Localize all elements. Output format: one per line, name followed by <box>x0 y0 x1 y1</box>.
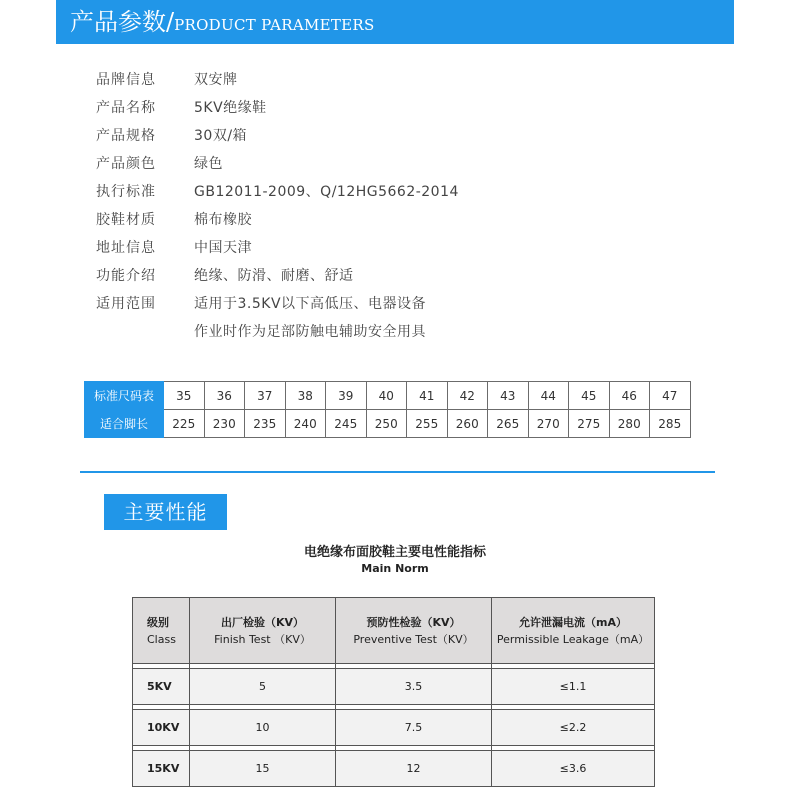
size-chart-table <box>84 381 691 438</box>
length-cell: 260 <box>447 410 488 438</box>
size-cell: 37 <box>245 382 286 410</box>
size-cell: 43 <box>488 382 529 410</box>
param-value: 5KV绝缘鞋 <box>194 100 267 116</box>
param-row <box>96 318 459 346</box>
param-label: 胶鞋材质 <box>96 212 156 228</box>
cell-finish: 15 <box>190 751 336 787</box>
size-cell: 36 <box>204 382 245 410</box>
size-row-header: 标准尺码表 <box>85 382 164 410</box>
param-value: 双安牌 <box>194 72 238 88</box>
param-value: 30双/箱 <box>194 128 248 144</box>
param-label: 产品规格 <box>96 128 156 144</box>
length-cell: 275 <box>569 410 610 438</box>
param-value: 中国天津 <box>194 240 252 256</box>
header-finish-test <box>190 598 336 664</box>
cell-preventive: 3.5 <box>336 669 492 705</box>
spec-row <box>133 710 655 746</box>
param-label: 适用范围 <box>96 296 156 312</box>
header-finish-cn: 出厂检验（KV） <box>220 615 305 629</box>
cell-leakage: ≤1.1 <box>492 669 655 705</box>
size-cell: 44 <box>528 382 569 410</box>
spec-row <box>133 669 655 705</box>
param-row <box>96 150 459 178</box>
size-cell: 39 <box>326 382 367 410</box>
header-finish-en: Finish Test （KV） <box>214 632 311 646</box>
length-cell: 245 <box>326 410 367 438</box>
param-label: 产品名称 <box>96 100 156 116</box>
param-value: GB12011-2009、Q/12HG5662-2014 <box>194 184 459 200</box>
spec-row <box>133 751 655 787</box>
header-preventive-en: Preventive Test（KV） <box>353 632 474 646</box>
parameter-list <box>96 66 459 346</box>
banner-title-cn: 产品参数/ <box>70 8 175 36</box>
length-cell: 240 <box>285 410 326 438</box>
length-cell: 255 <box>407 410 448 438</box>
spec-header-row <box>133 598 655 664</box>
cell-class: 5KV <box>133 669 190 705</box>
size-cell: 41 <box>407 382 448 410</box>
header-leakage-cn: 允许泄漏电流（mA） <box>519 615 627 629</box>
cell-class: 15KV <box>133 751 190 787</box>
cell-preventive: 7.5 <box>336 710 492 746</box>
banner-title <box>70 8 375 39</box>
cell-finish: 10 <box>190 710 336 746</box>
param-label: 功能介绍 <box>96 268 156 284</box>
size-cell: 35 <box>164 382 205 410</box>
length-cell: 285 <box>650 410 691 438</box>
param-row <box>96 206 459 234</box>
header-leakage <box>492 598 655 664</box>
length-row-header: 适合脚长 <box>85 410 164 438</box>
length-row <box>85 410 691 438</box>
spec-table-title: 电绝缘布面胶鞋主要电性能指标 <box>303 545 486 560</box>
param-value: 绝缘、防滑、耐磨、舒适 <box>194 268 354 284</box>
cell-class: 10KV <box>133 710 190 746</box>
param-row <box>96 94 459 122</box>
length-cell: 235 <box>245 410 286 438</box>
param-label: 地址信息 <box>96 240 156 256</box>
size-row <box>85 382 691 410</box>
param-row <box>96 122 459 150</box>
param-row <box>96 66 459 94</box>
length-cell: 280 <box>609 410 650 438</box>
size-cell: 45 <box>569 382 610 410</box>
header-leakage-en: Permissible Leakage（mA） <box>496 632 650 646</box>
header-class-cn: 级别 <box>147 615 169 629</box>
cell-leakage: ≤3.6 <box>492 751 655 787</box>
param-row <box>96 262 459 290</box>
section-divider <box>80 471 715 473</box>
length-cell: 270 <box>528 410 569 438</box>
param-row <box>96 178 459 206</box>
size-cell: 46 <box>609 382 650 410</box>
banner-title-en: PRODUCT PARAMETERS <box>174 16 375 34</box>
param-row <box>96 234 459 262</box>
header-preventive-cn: 预防性检验（KV） <box>366 615 461 629</box>
header-banner <box>56 0 734 44</box>
param-label: 执行标准 <box>96 184 156 200</box>
size-cell: 47 <box>650 382 691 410</box>
param-label: 产品颜色 <box>96 156 156 172</box>
section-title: 主要性能 <box>104 494 227 530</box>
param-label: 品牌信息 <box>96 72 156 88</box>
param-row <box>96 290 459 318</box>
header-class-en: Class <box>147 632 176 646</box>
length-cell: 265 <box>488 410 529 438</box>
size-cell: 38 <box>285 382 326 410</box>
cell-finish: 5 <box>190 669 336 705</box>
length-cell: 225 <box>164 410 205 438</box>
param-value: 绿色 <box>194 156 223 172</box>
param-value: 棉布橡胶 <box>194 212 252 228</box>
param-value: 适用于3.5KV以下高低压、电器设备 <box>194 296 427 312</box>
header-preventive-test <box>336 598 492 664</box>
cell-preventive: 12 <box>336 751 492 787</box>
spec-table-subtitle: Main Norm <box>361 562 429 575</box>
cell-leakage: ≤2.2 <box>492 710 655 746</box>
header-class <box>133 598 190 664</box>
length-cell: 250 <box>366 410 407 438</box>
size-cell: 42 <box>447 382 488 410</box>
param-value: 作业时作为足部防触电辅助安全用具 <box>194 324 426 340</box>
length-cell: 230 <box>204 410 245 438</box>
electrical-spec-table <box>132 597 655 787</box>
size-cell: 40 <box>366 382 407 410</box>
